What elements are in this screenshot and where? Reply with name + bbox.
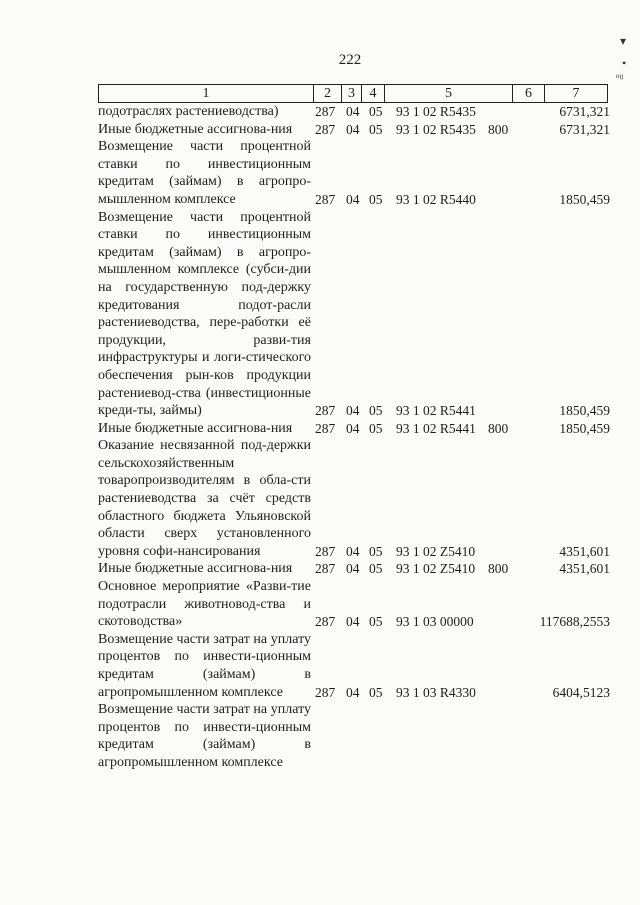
table-header — [98, 84, 608, 103]
table-row — [98, 578, 608, 631]
row-section-code: 04 — [346, 104, 360, 119]
corner-mark-top: ▾ — [620, 34, 627, 48]
row-name: Иные бюджетные ассигнова-ния — [98, 420, 293, 436]
header-col-6: 6 — [513, 85, 545, 102]
row-target-code: 93 1 02 Z5410 — [396, 561, 476, 577]
row-subsection-code: 05 — [369, 684, 383, 700]
row-name: Оказание несвязанной под-держки сельскохозяйственным товаропроизводителям в обла-сти растениеводства за счёт средств областного бюджета Ульяновской области сверх установленного уровня софи-нансирования — [98, 438, 311, 559]
table-row — [98, 209, 608, 420]
header-col-3: 3 — [342, 85, 362, 102]
row-name: Возмещение части затрат на уплату процентов по инвести-ционным кредитам (займам) в агропромышленном комплексе — [98, 631, 311, 700]
row-target-code: 93 1 02 R5435 — [396, 104, 476, 119]
row-target-code: 93 1 03 00000 — [396, 614, 474, 630]
header-col-5: 5 — [385, 85, 513, 102]
header-col-4: 4 — [362, 85, 385, 102]
row-amount: 1850,459 — [559, 420, 610, 436]
corner-mark-dot: • — [622, 56, 627, 70]
row-expense-type: 800 — [488, 420, 509, 436]
row-name: Возмещение части процентной ставки по инвестиционным кредитам (займам) в агропро-мышленном комплексе — [98, 139, 311, 207]
table-row — [98, 560, 608, 578]
row-section-code: 04 — [346, 561, 360, 577]
row-section-code: 04 — [346, 614, 360, 630]
row-grbs-code: 287 — [315, 684, 336, 700]
row-subsection-code: 05 — [369, 420, 383, 436]
row-amount: 1850,459 — [559, 403, 610, 419]
row-grbs-code: 287 — [315, 420, 336, 436]
row-name: Основное мероприятие «Разви-тие подотрасли животновод-ства и скотоводства» — [98, 579, 311, 630]
row-section-code: 04 — [346, 121, 360, 137]
row-amount: 6731,321 — [559, 104, 610, 119]
row-grbs-code: 287 — [315, 121, 336, 137]
row-amount: 4351,601 — [559, 543, 610, 559]
row-amount: 117688,2553 — [539, 614, 610, 630]
row-grbs-code: 287 — [315, 614, 336, 630]
table-row — [98, 121, 608, 139]
table-row — [98, 420, 608, 438]
row-target-code: 93 1 02 R5435 — [396, 121, 476, 137]
row-target-code: 93 1 02 R5441 — [396, 420, 476, 436]
row-subsection-code: 05 — [369, 543, 383, 559]
row-subsection-code: 05 — [369, 191, 383, 207]
row-grbs-code: 287 — [315, 104, 336, 119]
row-section-code: 04 — [346, 191, 360, 207]
row-name: подотраслях растениеводства) — [98, 104, 279, 119]
row-target-code: 93 1 02 R5441 — [396, 403, 476, 419]
header-col-7: 7 — [572, 86, 580, 101]
table-row — [98, 701, 608, 771]
row-target-code: 93 1 02 Z5410 — [396, 543, 476, 559]
table-row — [98, 138, 608, 208]
row-section-code: 04 — [346, 420, 360, 436]
header-col-1: 1 — [99, 85, 314, 102]
budget-table-body — [98, 103, 608, 772]
row-name: Возмещение части затрат на уплату процентов по инвести-ционным кредитам (займам) в агропромышленном комплексе — [98, 702, 311, 770]
row-expense-type: 800 — [488, 121, 509, 137]
row-subsection-code: 05 — [369, 403, 383, 419]
row-amount: 6731,321 — [559, 121, 610, 137]
row-subsection-code: 05 — [369, 121, 383, 137]
row-subsection-code: 05 — [369, 104, 383, 119]
row-grbs-code: 287 — [315, 191, 336, 207]
row-target-code: 93 1 02 R5440 — [396, 191, 476, 207]
row-name: Иные бюджетные ассигнова-ния — [98, 561, 293, 577]
row-grbs-code: 287 — [315, 543, 336, 559]
row-amount: 4351,601 — [559, 561, 610, 577]
row-name: Иные бюджетные ассигнова-ния — [98, 121, 293, 137]
table-row — [98, 103, 608, 121]
row-section-code: 04 — [346, 684, 360, 700]
page-number: 222 — [338, 52, 362, 68]
header-col-2: 2 — [314, 85, 342, 102]
row-subsection-code: 05 — [369, 561, 383, 577]
row-section-code: 04 — [346, 403, 360, 419]
row-expense-type: 800 — [488, 561, 509, 577]
table-row — [98, 631, 608, 701]
row-name: Возмещение части процентной ставки по инвестиционным кредитам (займам) в агропро-мышленном комплексе (субси-дии на государственную под-держку кредитования подот-расли растениеводства, пере-работки её продукции, разви-тия инфраструктуры и логи-стического обеспечения рын-ков продукции растениевод-ства (инвестиционные креди-ты, займы) — [98, 209, 311, 419]
row-target-code: 93 1 03 R4330 — [396, 684, 476, 700]
row-subsection-code: 05 — [369, 614, 383, 630]
row-section-code: 04 — [346, 543, 360, 559]
row-grbs-code: 287 — [315, 403, 336, 419]
row-grbs-code: 287 — [315, 561, 336, 577]
row-amount: 1850,459 — [559, 191, 610, 207]
corner-mark-bottom: ₒ₀ — [616, 66, 624, 80]
row-amount: 6404,5123 — [552, 684, 610, 700]
table-row — [98, 437, 608, 560]
